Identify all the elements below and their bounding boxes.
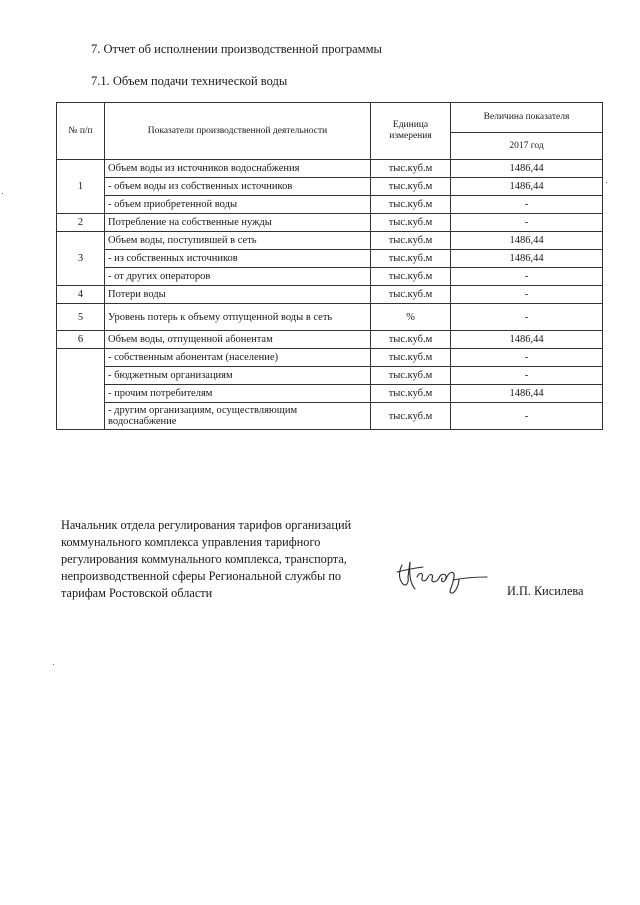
signer-position-line: регулирования коммунального комплекса, транспорта, xyxy=(61,552,347,566)
table-row xyxy=(57,232,603,250)
header-indicator: Показатели производственной деятельности xyxy=(105,103,371,160)
row-indicator: - объем воды из собственных источников xyxy=(105,178,371,196)
row-indicator: Потребление на собственные нужды xyxy=(105,214,371,232)
table-row xyxy=(57,250,603,268)
row-indicator: Объем воды, отпущенной абонентам xyxy=(105,331,371,349)
row-indicator: Объем воды, поступившей в сеть xyxy=(105,232,371,250)
table-row xyxy=(57,214,603,232)
row-indicator: - бюджетным организациям xyxy=(105,367,371,385)
row-number-empty xyxy=(57,349,105,430)
table-row xyxy=(57,367,603,385)
row-unit: тыс.куб.м xyxy=(371,268,451,286)
row-indicator: - прочим потребителям xyxy=(105,385,371,403)
row-number: 5 xyxy=(57,304,105,331)
signer-position xyxy=(61,517,381,602)
signer-position-line: Начальник отдела регулирования тарифов организаций xyxy=(61,518,352,532)
row-indicator: Уровень потерь к объему отпущенной воды в сеть xyxy=(105,304,371,331)
row-unit: тыс.куб.м xyxy=(371,349,451,367)
row-number: 1 xyxy=(57,160,105,214)
scan-speck xyxy=(53,664,54,665)
row-unit: тыс.куб.м xyxy=(371,232,451,250)
row-indicator: - объем приобретенной воды xyxy=(105,196,371,214)
row-indicator: - от других операторов xyxy=(105,268,371,286)
row-indicator: - собственным абонентам (население) xyxy=(105,349,371,367)
row-value: - xyxy=(451,367,603,385)
table-row xyxy=(57,178,603,196)
scan-speck xyxy=(606,182,607,183)
subsection-title: 7.1. Объем подачи технической воды xyxy=(91,74,288,88)
row-unit: % xyxy=(371,304,451,331)
row-unit: тыс.куб.м xyxy=(371,214,451,232)
row-value: - xyxy=(451,286,603,304)
table-row xyxy=(57,304,603,331)
table-row xyxy=(57,403,603,430)
row-unit: тыс.куб.м xyxy=(371,196,451,214)
table-row xyxy=(57,385,603,403)
row-value: - xyxy=(451,349,603,367)
handwritten-signature-icon xyxy=(393,553,489,595)
row-indicator: Потери воды xyxy=(105,286,371,304)
row-value: 1486,44 xyxy=(451,250,603,268)
header-year: 2017 год xyxy=(451,133,603,160)
row-number: 3 xyxy=(57,232,105,286)
table-row xyxy=(57,196,603,214)
table-row xyxy=(57,331,603,349)
row-value: 1486,44 xyxy=(451,385,603,403)
row-value: - xyxy=(451,196,603,214)
header-num: № п/п xyxy=(57,103,105,160)
row-value: 1486,44 xyxy=(451,232,603,250)
row-value: - xyxy=(451,403,603,430)
row-unit: тыс.куб.м xyxy=(371,250,451,268)
water-supply-table xyxy=(56,102,603,430)
row-indicator: - другим организациям, осуществляющим водоснабжение xyxy=(105,403,371,430)
table-row xyxy=(57,160,603,178)
row-unit: тыс.куб.м xyxy=(371,178,451,196)
header-value: Величина показателя xyxy=(451,103,603,133)
header-unit: Единица измерения xyxy=(371,103,451,160)
signer-position-line: непроизводственной сферы Региональной службы по xyxy=(61,569,342,583)
row-number: 6 xyxy=(57,331,105,349)
signer-position-line: коммунального комплекса управления тарифного xyxy=(61,535,321,549)
table-row xyxy=(57,268,603,286)
row-value: 1486,44 xyxy=(451,178,603,196)
table-row xyxy=(57,349,603,367)
row-value: - xyxy=(451,214,603,232)
row-value: 1486,44 xyxy=(451,331,603,349)
row-unit: тыс.куб.м xyxy=(371,385,451,403)
row-indicator: Объем воды из источников водоснабжения xyxy=(105,160,371,178)
row-number: 4 xyxy=(57,286,105,304)
signer-position-line: тарифам Ростовской области xyxy=(61,586,213,600)
signer-name: И.П. Кисилева xyxy=(507,584,584,598)
table-row xyxy=(57,286,603,304)
row-value: 1486,44 xyxy=(451,160,603,178)
row-indicator: - из собственных источников xyxy=(105,250,371,268)
row-value: - xyxy=(451,268,603,286)
row-number: 2 xyxy=(57,214,105,232)
row-value: - xyxy=(451,304,603,331)
row-unit: тыс.куб.м xyxy=(371,331,451,349)
row-unit: тыс.куб.м xyxy=(371,367,451,385)
row-unit: тыс.куб.м xyxy=(371,286,451,304)
row-unit: тыс.куб.м xyxy=(371,160,451,178)
row-unit: тыс.куб.м xyxy=(371,403,451,430)
section-title: 7. Отчет об исполнении производственной программы xyxy=(91,42,382,56)
scan-speck xyxy=(2,193,3,194)
